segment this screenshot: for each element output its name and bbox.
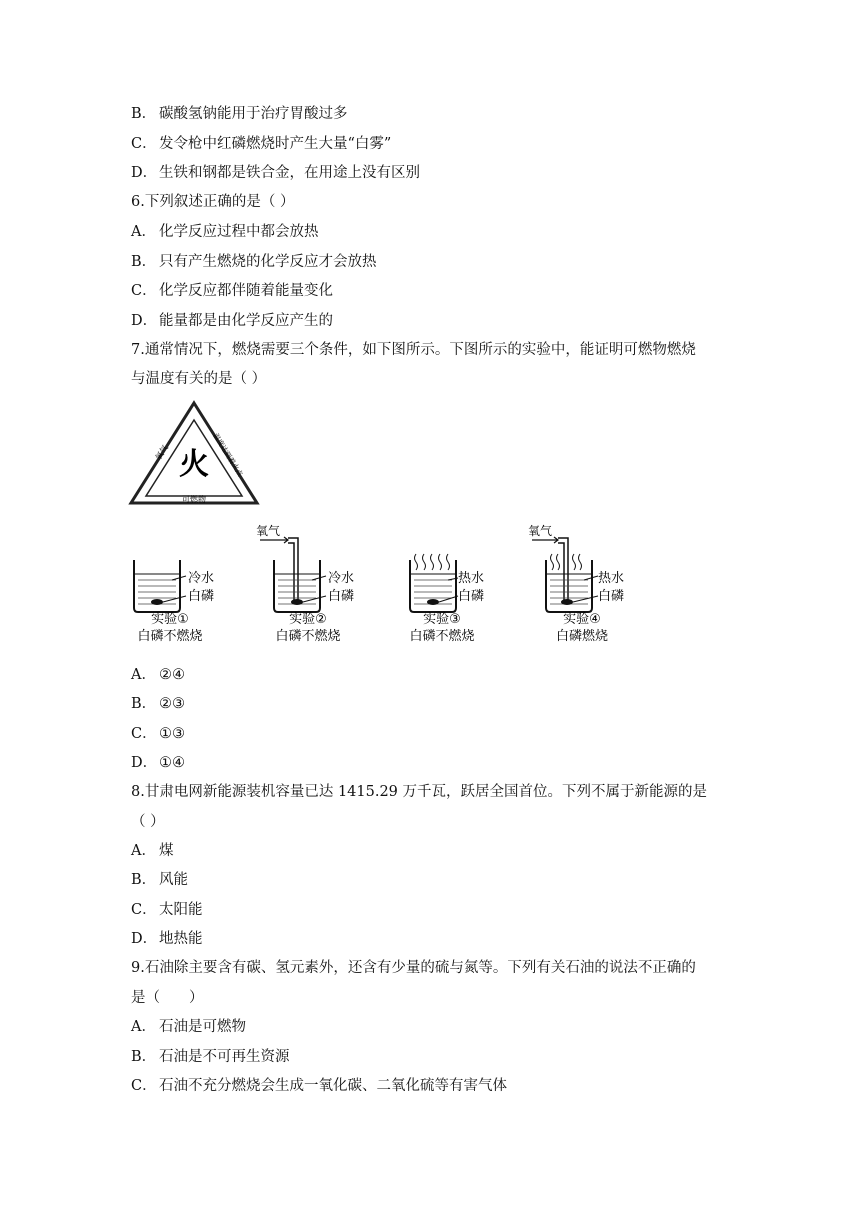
option-letter: B． <box>131 106 157 122</box>
option-text: 太阳能 <box>159 902 203 918</box>
q8-option-d <box>131 929 203 949</box>
triangle-right-text: 温度达到着火点 <box>211 432 245 478</box>
q7-stem-line2: 与温度有关的是（ ） <box>131 371 267 387</box>
water-label: 热水 <box>458 571 485 586</box>
q9-option-b <box>131 1047 290 1067</box>
experiment-2-figure <box>254 522 366 646</box>
option-letter: B． <box>131 696 157 712</box>
option-letter: D． <box>131 165 158 181</box>
option-letter: C． <box>131 1078 157 1094</box>
option-letter: D． <box>131 313 158 329</box>
experiment-result: 白磷燃烧 <box>555 629 609 644</box>
q8-option-b <box>131 870 188 890</box>
q5-option-c <box>131 134 391 154</box>
water-label: 冷水 <box>328 571 355 586</box>
oxygen-label: 氧气 <box>528 524 553 538</box>
option-letter: A． <box>131 1019 156 1035</box>
option-text: 生铁和钢都是铁合金，在用途上没有区别 <box>159 165 420 181</box>
option-text: 石油是可燃物 <box>159 1019 246 1035</box>
water-label: 冷水 <box>188 571 215 586</box>
option-letter: B． <box>131 1049 157 1065</box>
option-text: 能量都是由化学反应产生的 <box>159 313 333 329</box>
q7-option-d <box>131 753 185 773</box>
q6-option-d <box>131 311 333 331</box>
phosphorus-label: 白磷 <box>188 589 215 604</box>
triangle-bottom-text: 可燃物 <box>182 495 206 504</box>
triangle-center-text: 火 <box>179 447 209 482</box>
q7-stem-line1: 7.通常情况下，燃烧需要三个条件，如下图所示。下图所示的实验中，能证明可燃物燃烧 <box>131 342 696 358</box>
q7-option-c <box>131 724 185 744</box>
q9-option-c <box>131 1076 507 1096</box>
q8-option-a <box>131 841 174 861</box>
triangle-left-text: 氧气 <box>153 443 170 462</box>
q5-option-b <box>131 104 348 124</box>
q6-option-c <box>131 281 333 301</box>
option-text: ②④ <box>159 667 185 683</box>
option-text: 石油是不可再生资源 <box>159 1049 290 1065</box>
q8-option-c <box>131 900 203 920</box>
q5-option-d <box>131 163 420 183</box>
q9-stem-line1: 9.石油除主要含有碳、氢元素外，还含有少量的硫与氮等。下列有关石油的说法不正确的 <box>131 960 696 976</box>
option-letter: C． <box>131 726 157 742</box>
option-text: 煤 <box>159 843 174 859</box>
q6-option-a <box>131 222 319 242</box>
experiment-title: 实验③ <box>423 612 461 627</box>
experiment-title: 实验① <box>151 612 189 627</box>
experiment-result: 白磷不燃烧 <box>409 629 475 644</box>
q8-stem-line2: （ ） <box>131 814 165 830</box>
option-text: 风能 <box>159 872 188 888</box>
q8-stem-line1: 8.甘肃电网新能源装机容量已达 1415.29 万千瓦，跃居全国首位。下列不属于新能源的是 <box>131 784 708 800</box>
option-text: 地热能 <box>159 931 203 947</box>
q6-stem: 6.下列叙述正确的是（ ） <box>131 194 295 210</box>
option-letter: B． <box>131 254 157 270</box>
option-letter: B． <box>131 872 157 888</box>
option-letter: A． <box>131 667 156 683</box>
q7-option-b <box>131 694 185 714</box>
option-text: 只有产生燃烧的化学反应才会放热 <box>159 254 377 270</box>
experiment-1-figure <box>126 522 226 646</box>
option-text: 发令枪中红磷燃烧时产生大量“白雾” <box>159 136 392 152</box>
experiment-4-figure <box>526 522 634 646</box>
experiment-result: 白磷不燃烧 <box>137 629 203 644</box>
phosphorus-label: 白磷 <box>328 589 355 604</box>
experiment-title: 实验② <box>289 612 327 627</box>
q9-stem-line2: 是（ ） <box>131 990 204 1006</box>
q6-option-b <box>131 252 377 272</box>
option-letter: A． <box>131 224 156 240</box>
water-label: 热水 <box>598 571 625 586</box>
option-letter: C． <box>131 136 157 152</box>
phosphorus-label: 白磷 <box>598 589 625 604</box>
option-letter: C． <box>131 283 157 299</box>
option-letter: A． <box>131 843 156 859</box>
option-text: 化学反应过程中都会放热 <box>159 224 319 240</box>
option-text: ②③ <box>159 696 185 712</box>
option-text: 碳酸氢钠能用于治疗胃酸过多 <box>159 106 348 122</box>
option-text: ①④ <box>159 755 185 771</box>
option-text: ①③ <box>159 726 185 742</box>
fire-triangle-figure <box>128 400 260 506</box>
option-letter: D． <box>131 755 158 771</box>
q9-option-a <box>131 1017 246 1037</box>
experiment-result: 白磷不燃烧 <box>275 629 341 644</box>
option-text: 化学反应都伴随着能量变化 <box>159 283 333 299</box>
option-letter: D． <box>131 931 158 947</box>
option-letter: C． <box>131 902 157 918</box>
phosphorus-label: 白磷 <box>458 589 485 604</box>
oxygen-label: 氧气 <box>256 524 281 538</box>
option-text: 石油不充分燃烧会生成一氧化碳、二氧化硫等有害气体 <box>159 1078 507 1094</box>
experiment-3-figure <box>402 522 502 646</box>
experiment-title: 实验④ <box>563 612 601 627</box>
q7-option-a <box>131 665 185 685</box>
